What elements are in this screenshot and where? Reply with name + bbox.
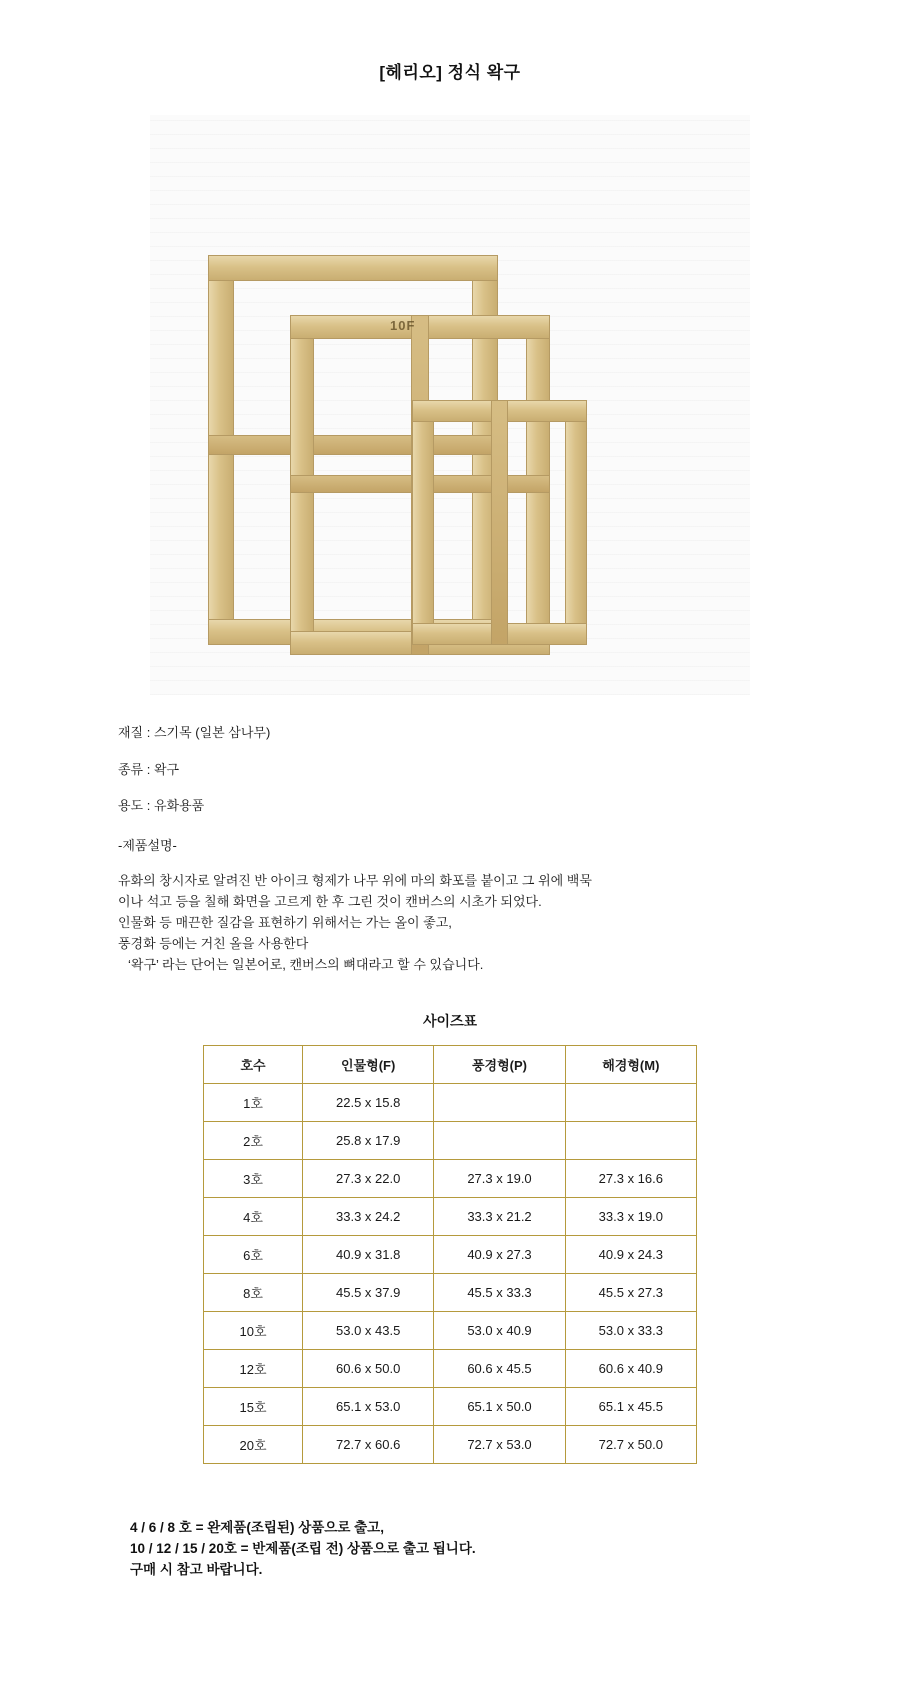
table-cell: 2호 — [204, 1122, 303, 1160]
frame-cross-bar — [491, 400, 508, 645]
table-cell: 60.6 x 45.5 — [434, 1350, 565, 1388]
description-line: 인물화 등 매끈한 질감을 표현하기 위해서는 가는 올이 좋고, — [118, 914, 452, 930]
table-cell — [565, 1122, 696, 1160]
spec-material: 재질 : 스기목 (일본 삼나무) — [118, 725, 271, 740]
product-photo — [150, 115, 750, 695]
table-row — [204, 1160, 697, 1198]
table-cell: 65.1 x 53.0 — [303, 1388, 434, 1426]
table-cell — [434, 1122, 565, 1160]
frame-bar — [412, 400, 434, 645]
table-cell: 40.9 x 31.8 — [303, 1236, 434, 1274]
table-cell: 22.5 x 15.8 — [303, 1084, 434, 1122]
frame-bar — [208, 255, 498, 281]
table-cell: 8호 — [204, 1274, 303, 1312]
product-image-container — [0, 115, 900, 695]
table-header-cell: 해경형(M) — [565, 1046, 696, 1084]
table-cell: 25.8 x 17.9 — [303, 1122, 434, 1160]
table-cell: 15호 — [204, 1388, 303, 1426]
shipping-note-line: 구매 시 참고 바랍니다. — [130, 1561, 263, 1577]
table-cell: 27.3 x 22.0 — [303, 1160, 434, 1198]
table-cell: 1호 — [204, 1084, 303, 1122]
table-row — [204, 1084, 697, 1122]
frame-bar — [565, 400, 587, 645]
size-table — [203, 1045, 697, 1464]
description-line: 이나 석고 등을 칠해 화면을 고르게 한 후 그린 것이 캔버스의 시초가 되었다. — [118, 893, 542, 909]
table-cell: 33.3 x 19.0 — [565, 1198, 696, 1236]
product-detail-page — [0, 58, 900, 1697]
table-header-row — [204, 1046, 697, 1084]
description-body — [118, 870, 798, 975]
table-cell — [434, 1084, 565, 1122]
table-row — [204, 1198, 697, 1236]
table-cell: 20호 — [204, 1426, 303, 1464]
description-line: ‘왁구’ 라는 단어는 일본어로, 캔버스의 뼈대라고 할 수 있습니다. — [128, 956, 484, 972]
table-cell: 3호 — [204, 1160, 303, 1198]
table-cell: 60.6 x 50.0 — [303, 1350, 434, 1388]
product-specs — [118, 725, 900, 814]
table-cell: 40.9 x 27.3 — [434, 1236, 565, 1274]
table-cell: 45.5 x 33.3 — [434, 1274, 565, 1312]
table-cell: 45.5 x 27.3 — [565, 1274, 696, 1312]
table-cell: 6호 — [204, 1236, 303, 1274]
size-table-title: 사이즈표 — [422, 1013, 478, 1030]
table-cell: 27.3 x 19.0 — [434, 1160, 565, 1198]
table-cell: 72.7 x 53.0 — [434, 1426, 565, 1464]
table-row — [204, 1426, 697, 1464]
table-row — [204, 1236, 697, 1274]
description-line: 유화의 창시자로 알려진 반 아이크 형제가 나무 위에 마의 화포를 붙이고 그 위에 백묵 — [118, 872, 592, 888]
table-cell: 12호 — [204, 1350, 303, 1388]
table-row — [204, 1312, 697, 1350]
table-cell: 27.3 x 16.6 — [565, 1160, 696, 1198]
description-heading: -제품설명- — [118, 837, 177, 853]
table-cell: 4호 — [204, 1198, 303, 1236]
spec-usage: 용도 : 유화용품 — [118, 798, 205, 814]
shipping-note-line: 4 / 6 / 8 호 = 완제품(조립된) 상품으로 출고, — [130, 1520, 384, 1536]
table-cell — [565, 1084, 696, 1122]
page-title: [헤리오] 정식 왁구 — [379, 63, 521, 82]
description-line: 풍경화 등에는 거친 올을 사용한다 — [118, 935, 309, 951]
shipping-note-line: 10 / 12 / 15 / 20호 = 반제품(조립 전) 상품으로 출고 됩니다. — [130, 1540, 476, 1556]
table-cell: 53.0 x 40.9 — [434, 1312, 565, 1350]
table-row — [204, 1274, 697, 1312]
shipping-note — [130, 1518, 900, 1581]
table-cell: 72.7 x 60.6 — [303, 1426, 434, 1464]
table-cell: 45.5 x 37.9 — [303, 1274, 434, 1312]
table-cell: 40.9 x 24.3 — [565, 1236, 696, 1274]
table-cell: 53.0 x 43.5 — [303, 1312, 434, 1350]
table-cell: 60.6 x 40.9 — [565, 1350, 696, 1388]
table-cell: 10호 — [204, 1312, 303, 1350]
table-row — [204, 1350, 697, 1388]
table-cell: 65.1 x 50.0 — [434, 1388, 565, 1426]
table-header-cell: 인물형(F) — [303, 1046, 434, 1084]
table-cell: 72.7 x 50.0 — [565, 1426, 696, 1464]
stretcher-frame-small — [412, 400, 587, 645]
table-header-cell: 풍경형(P) — [434, 1046, 565, 1084]
table-cell: 53.0 x 33.3 — [565, 1312, 696, 1350]
frame-size-stamp: 10F — [390, 318, 416, 333]
table-row — [204, 1388, 697, 1426]
table-cell: 33.3 x 24.2 — [303, 1198, 434, 1236]
table-cell: 65.1 x 45.5 — [565, 1388, 696, 1426]
table-row — [204, 1122, 697, 1160]
table-header-cell: 호수 — [204, 1046, 303, 1084]
spec-type: 종류 : 왁구 — [118, 761, 180, 777]
table-cell: 33.3 x 21.2 — [434, 1198, 565, 1236]
